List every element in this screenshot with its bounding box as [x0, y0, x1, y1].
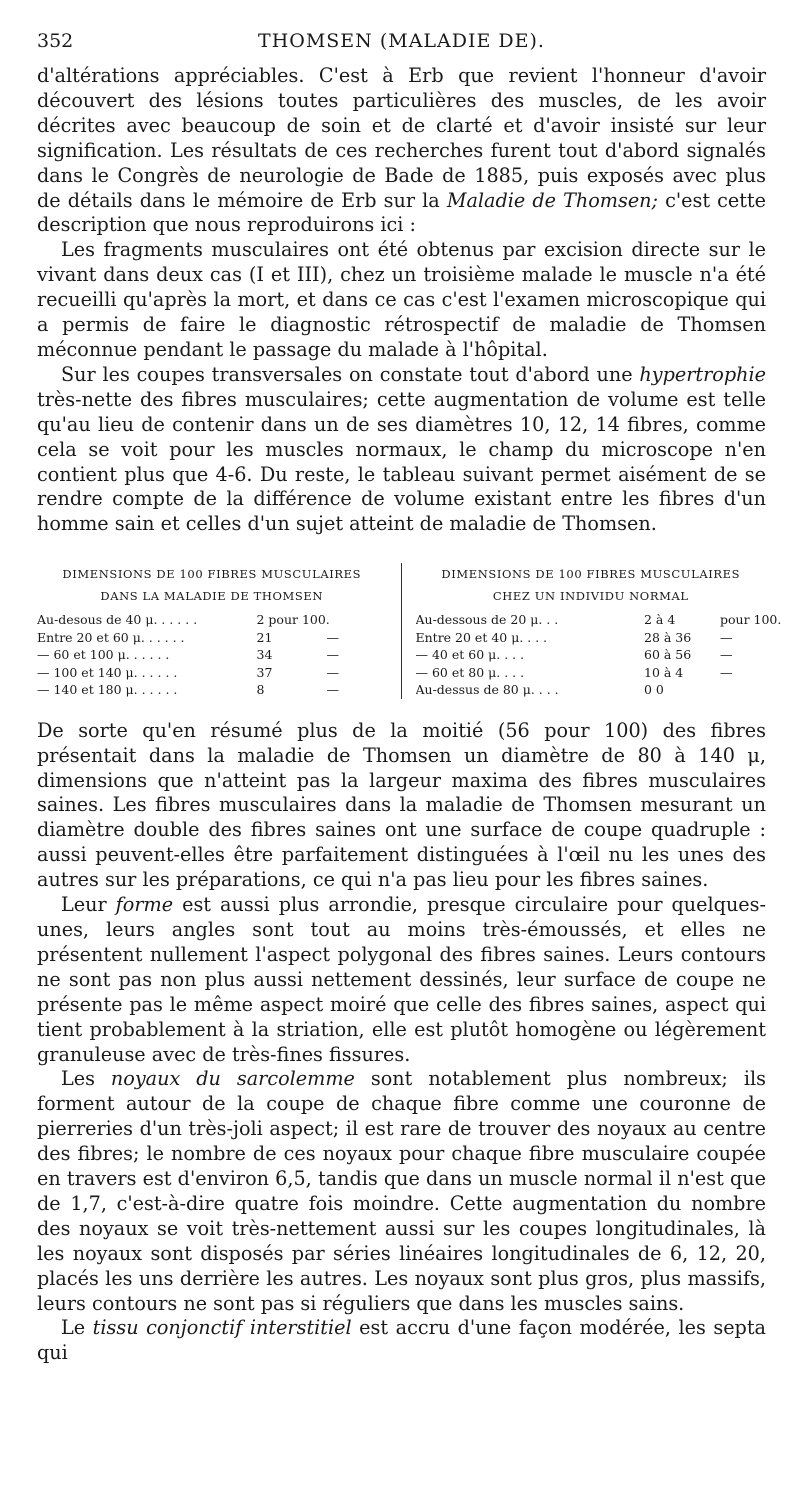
page-number: 352 — [37, 30, 74, 52]
italic-term: hypertrophie — [639, 362, 766, 386]
table-row: — 60 et 80 μ. . . . 10 à 4 — — [415, 664, 733, 680]
paragraph-2: Les fragments musculaires ont été obtenus par excision directe sur le vivant dans deux cas (I et III), chez un troisième malade le muscle n'a été recueilli qu'après la mort, et dans ce cas c'est l'examen microscopique qui a permis de faire le diagnostic rétrospectif de maladie de Thomsen méconnue pendant le passage du malade à l'hôpital. — [37, 238, 766, 361]
italic-term: forme — [115, 893, 174, 917]
table-thomsen — [37, 563, 402, 699]
table-row: Entre 20 et 60 μ. . . . . . 21 — — [37, 629, 339, 645]
table-row: Entre 20 et 40 μ. . . . 28 à 36 — — [415, 629, 733, 645]
table-row: Au-dessus de 80 μ. . . . 0 0 — [415, 682, 664, 698]
fiber-dimension-tables — [37, 563, 782, 699]
italic-term: noyaux du sarcolemme — [110, 1067, 355, 1091]
paragraph-3: Sur les coupes transversales on constate tout d'abord une hypertrophie très-nette des fibres musculaires; cette augmentation de volume est telle qu'au lieu de contenir dans un de ses diamètres 10, 12, 14 fibres, comme cela se voit pour les muscles normaux, le champ du microscope n'en contient plus que 4-6. Du reste, le tableau suivant permet aisément de se rendre compte de la différence de volume existant entre les fibres d'un homme sain et celles d'un sujet atteint de maladie de Thomsen. — [37, 362, 766, 536]
table-heading: DIMENSIONS DE 100 FIBRES MUSCULAIRES CHEZ UN INDIVIDU NORMAL — [441, 567, 741, 604]
table-row: Au-desous de 40 μ. . . . . . 2 pour 100. — [37, 612, 330, 628]
paragraph-7: Le tissu conjonctif interstitiel est accru d'une façon modérée, les septa qui — [37, 1316, 766, 1365]
table-row: — 140 et 180 μ. . . . . . 8 — — [37, 682, 339, 698]
table-row: — 40 et 60 μ. . . . 60 à 56 — — [415, 647, 733, 663]
paragraph-4: De sorte qu'en résumé plus de la moitié (56 pour 100) des fibres présentait dans la maladie de Thomsen un diamètre de 80 à 140 μ, dimensions que n'atteint pas la largeur maxima des fibres musculaires saines. Les fibres musculaires dans la maladie de Thomsen mesurant un diamètre double des fibres saines ont une surface de coupe quadruple : aussi peuvent-elles être parfaitement distinguées à l'œil nu les unes des autres sur les préparations, ce qui n'a pas lieu pour les fibres saines. — [37, 718, 766, 892]
page-header — [37, 30, 766, 64]
italic-term: tissu conjonctif interstitiel — [92, 1316, 352, 1340]
running-title: THOMSEN (MALADIE DE). — [258, 30, 545, 52]
italic-title: Maladie de Thomsen; — [446, 188, 658, 212]
table-heading: DIMENSIONS DE 100 FIBRES MUSCULAIRES DANS LA MALADIE DE THOMSEN — [62, 567, 362, 604]
paragraph-1: d'altérations appréciables. C'est à Erb que revient l'honneur d'avoir découvert des lésions toutes particulières des muscles, de les avoir décrites avec beaucoup de soin et de clarté et d'avoir insisté sur leur signification. Les résultats de ces recherches furent tout d'abord signalés dans le Congrès de neurologie de Bade de 1885, puis exposés avec plus de détails dans le mémoire de Erb sur la Maladie de Thomsen; c'est cette description que nous reproduirons ici : — [37, 64, 766, 237]
table-row: — 100 et 140 μ. . . . . . 37 — — [37, 664, 339, 680]
table-normal — [402, 563, 782, 699]
paragraph-6: Les noyaux du sarcolemme sont notablement plus nombreux; ils forment autour de la coupe de chaque fibre comme une couronne de pierreries d'un très-joli aspect; il est rare de trouver des noyaux au centre des fibres; le nombre de ces noyaux pour chaque fibre musculaire coupée en travers est d'environ 6,5, tandis que dans un muscle normal il n'est que de 1,7, c'est-à-dire quatre fois moindre. Cette augmentation du nombre des noyaux se voit très-nettement aussi sur les coupes longitudinales, là les noyaux sont disposés par séries linéaires longitudinales de 6, 12, 20, placés les uns derrière les autres. Les noyaux sont plus gros, plus massifs, leurs contours ne sont pas si réguliers que dans les muscles sains. — [37, 1067, 766, 1315]
table-row: Au-dessous de 20 μ. . . 2 à 4 pour 100. — [415, 612, 782, 628]
paragraph-5: Leur forme est aussi plus arrondie, presque circulaire pour quelques-unes, leurs angles sont tout au moins très-émoussés, et elles ne présentent nullement l'aspect polygonal des fibres saines. Leurs contours ne sont pas non plus aussi nettement dessinés, leur surface de coupe ne présente pas le même aspect moiré que celle des fibres saines, aspect qui tient probablement à la striation, elle est plutôt homogène ou légèrement granuleuse avec de très-fines fissures. — [37, 893, 766, 1066]
table-row: — 60 et 100 μ. . . . . . 34 — — [37, 647, 339, 663]
